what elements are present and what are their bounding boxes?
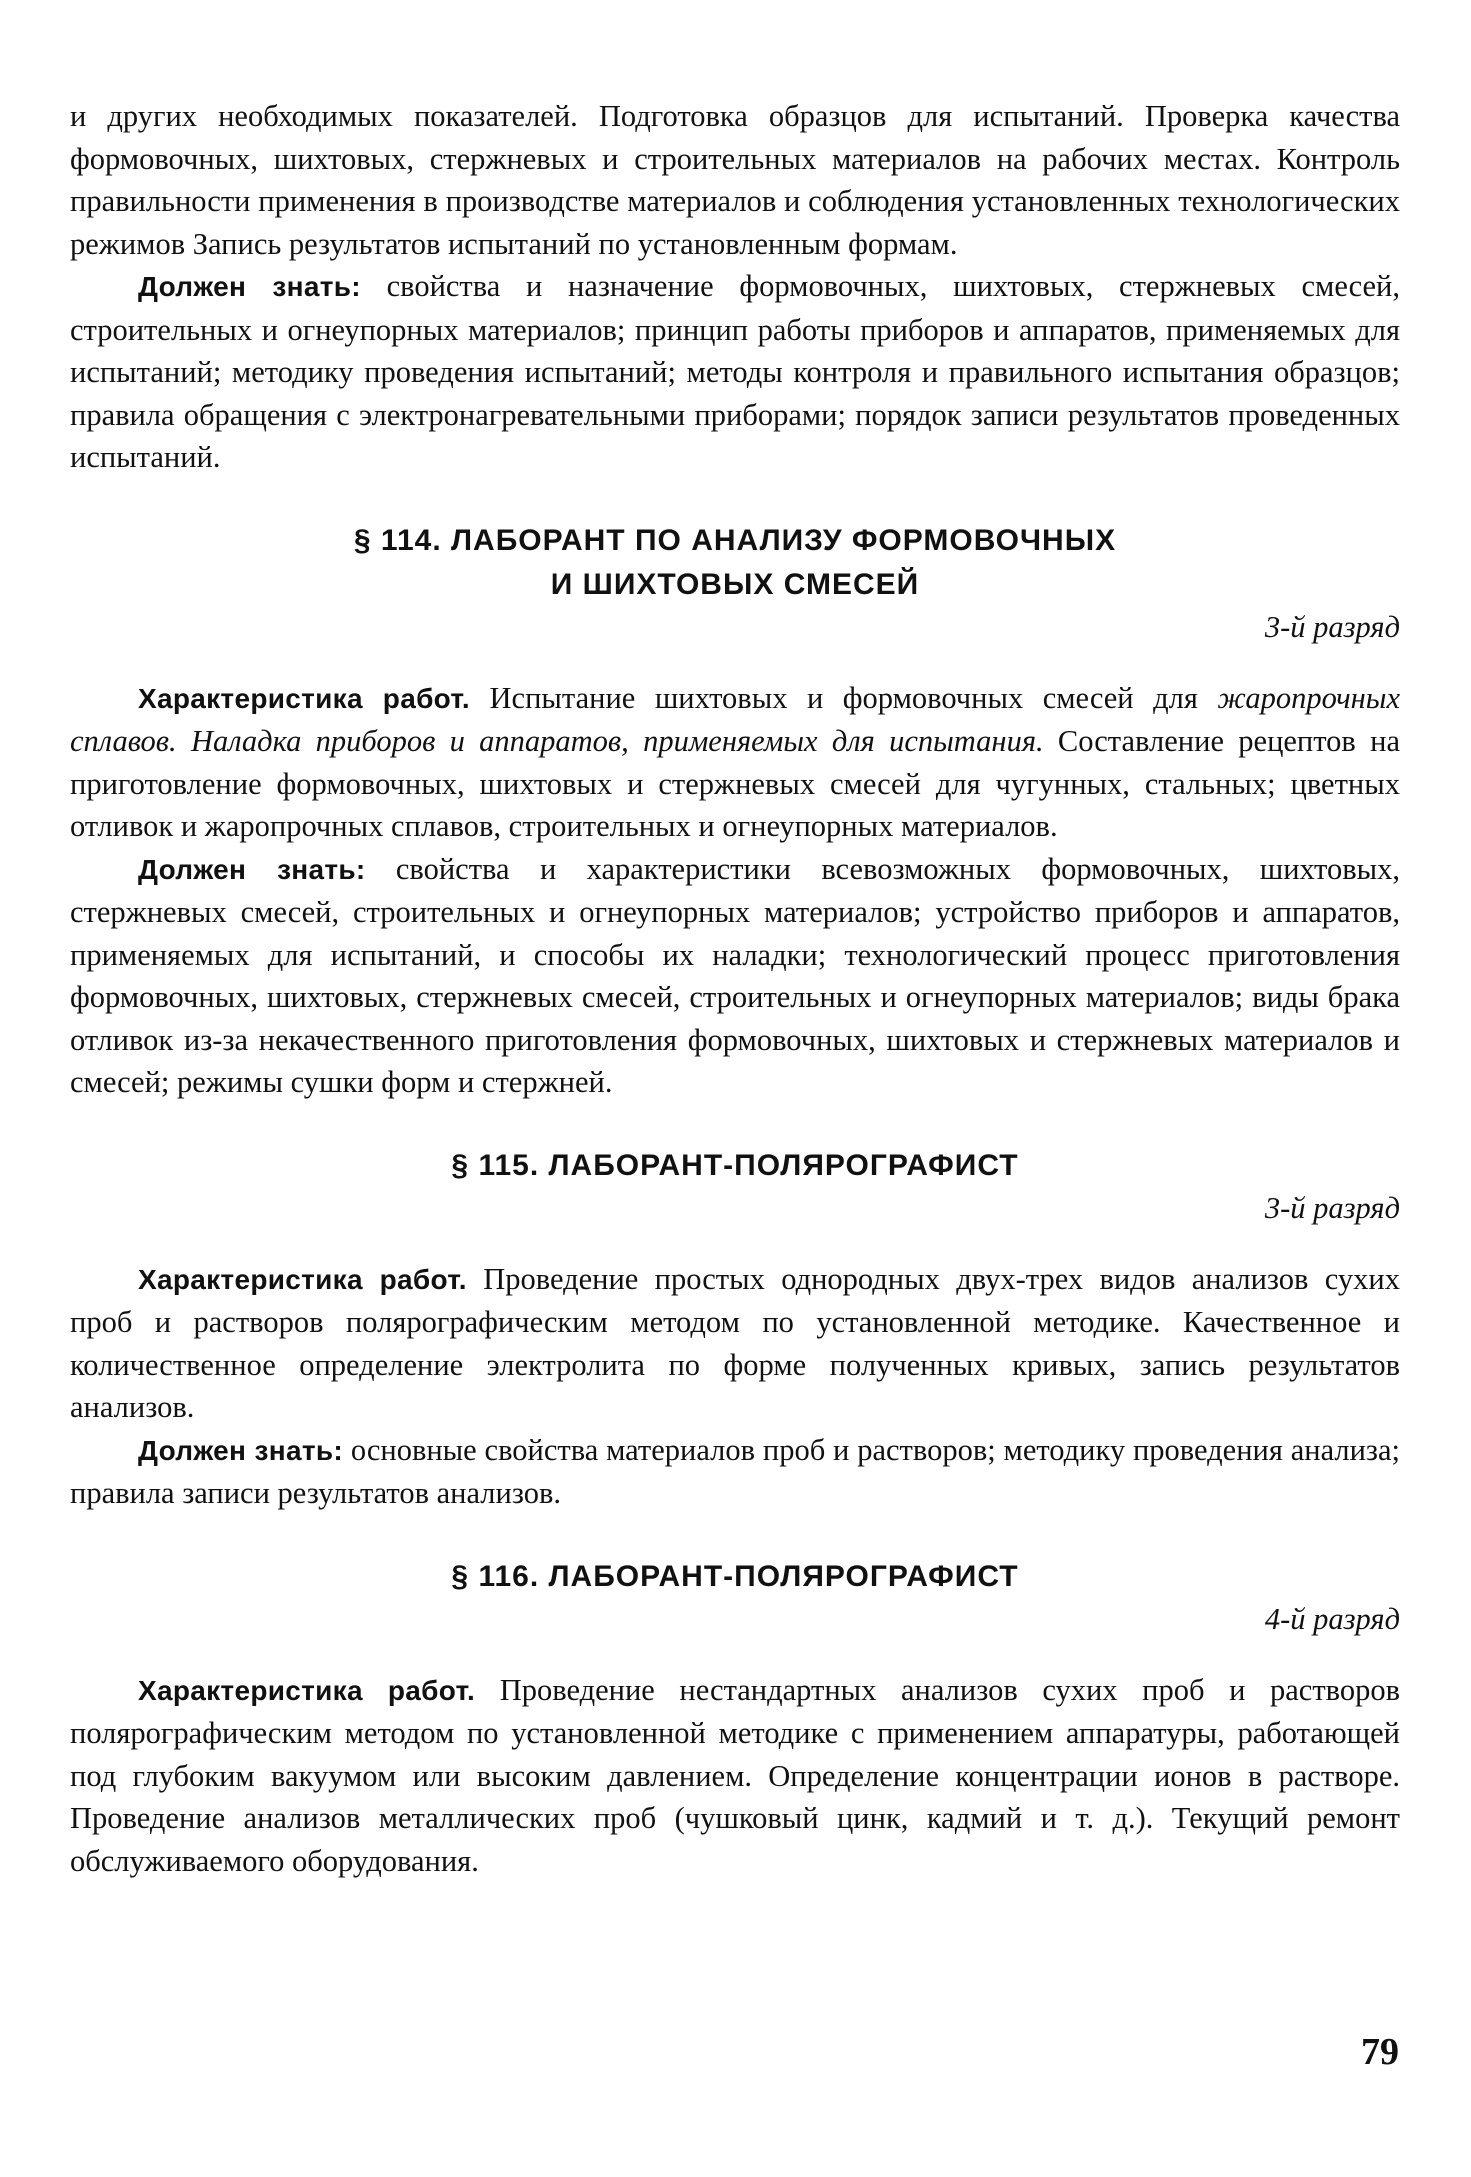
knowledge-label: Должен знать: <box>138 1434 343 1466</box>
section-title-line1: § 114. ЛАБОРАНТ ПО АНАЛИЗУ ФОРМОВОЧНЫХ <box>353 523 1117 557</box>
intro-knowledge-paragraph <box>70 265 1400 479</box>
section-115 <box>70 1144 1400 1515</box>
characteristics-text: Проведение нестандартных анализов сухих проб и растворов полярографическим методом по установленной методике с применением аппаратуры, работающей под глубоким вакуумом или высоким давлением. Определение концентрации ионов в растворе. Проведение анализов металлических проб (чушковый цинк, кадмий и т. д.). Текущий ремонт обслуживаемого оборудования. <box>70 1672 1400 1878</box>
characteristics-text-italic: жаропрочных сплавов. Наладка приборов и аппаратов, применяемых для испытания. <box>70 680 1400 758</box>
section-114 <box>70 519 1400 1104</box>
grade-label: 3-й разряд <box>1264 609 1400 644</box>
section-title <box>70 519 1400 607</box>
grade-label: 4-й разряд <box>1264 1601 1400 1636</box>
grade-label: 3-й разряд <box>1264 1190 1400 1225</box>
knowledge-text: основные свойства материалов проб и растворов; методику проведения анализа; правила записи результатов анализов. <box>70 1432 1400 1510</box>
section-116 <box>70 1555 1400 1883</box>
intro-paragraph: и других необходимых показателей. Подготовка образцов для испытаний. Проверка качества формовочных, шихтовых, стержневых и строительных материалов на рабочих местах. Контроль правильности применения в производстве материалов и соблюдения установленных технологических режимов Запись результатов испытаний по установленным формам. <box>70 99 1400 261</box>
characteristics-text: Проведение простых однородных двух-трех видов анализов сухих проб и растворов полярографическим методом по установленной методике. Качественное и количественное определение электролита по форме полученных кривых, запись результатов анализов. <box>70 1261 1400 1424</box>
characteristics-text-rest: Составление рецептов на приготовление формовочных, шихтовых и стержневых смесей для чугунных, стальных; цветных отливок и жаропрочных сплавов, строительных и огнеупорных материалов. <box>70 724 1400 843</box>
knowledge-paragraph <box>70 1429 1400 1515</box>
knowledge-text: свойства и назначение формовочных, шихтовых, стержневых смесей, строительных и огнеупорных материалов; принцип работы приборов и аппаратов, применяемых для испытаний; методику проведения испытаний; методы контроля и правильного испытания образцов; правила обращения с электронагревательными приборами; порядок записи результатов проведенных испытаний. <box>70 269 1401 474</box>
characteristics-label: Характеристика работ. <box>138 1263 467 1295</box>
section-title: § 116. ЛАБОРАНТ-ПОЛЯРОГРАФИСТ <box>451 1559 1019 1593</box>
knowledge-paragraph <box>70 848 1400 1104</box>
knowledge-label: Должен знать: <box>138 853 366 885</box>
knowledge-label: Должен знать: <box>138 271 361 302</box>
characteristics-label: Характеристика работ. <box>138 682 470 714</box>
knowledge-text: свойства и характеристики всевозможных формовочных, шихтовых, стержневых смесей, строительных и огнеупорных материалов; устройство приборов и аппаратов, применяемых для испытаний, и способы их наладки; технологический процесс приготовления формовочных, шихтовых, стержневых смесей, строительных и огнеупорных материалов; виды брака отливок из-за некачественного приготовления формовочных, шихтовых и стержневых материалов и смесей; режимы сушки форм и стержней. <box>70 851 1400 1099</box>
characteristics-paragraph <box>70 677 1400 848</box>
page-number: 79 <box>1361 2031 1399 2073</box>
characteristics-text: Испытание шихтовых и формовочных смесей для <box>470 680 1218 715</box>
section-title-line2: И ШИХТОВЫХ СМЕСЕЙ <box>550 567 920 601</box>
characteristics-label: Характеристика работ. <box>138 1674 476 1706</box>
document-page <box>70 95 1400 1882</box>
section-title: § 115. ЛАБОРАНТ-ПОЛЯРОГРАФИСТ <box>451 1148 1019 1182</box>
characteristics-paragraph <box>70 1258 1400 1429</box>
characteristics-paragraph <box>70 1669 1400 1883</box>
